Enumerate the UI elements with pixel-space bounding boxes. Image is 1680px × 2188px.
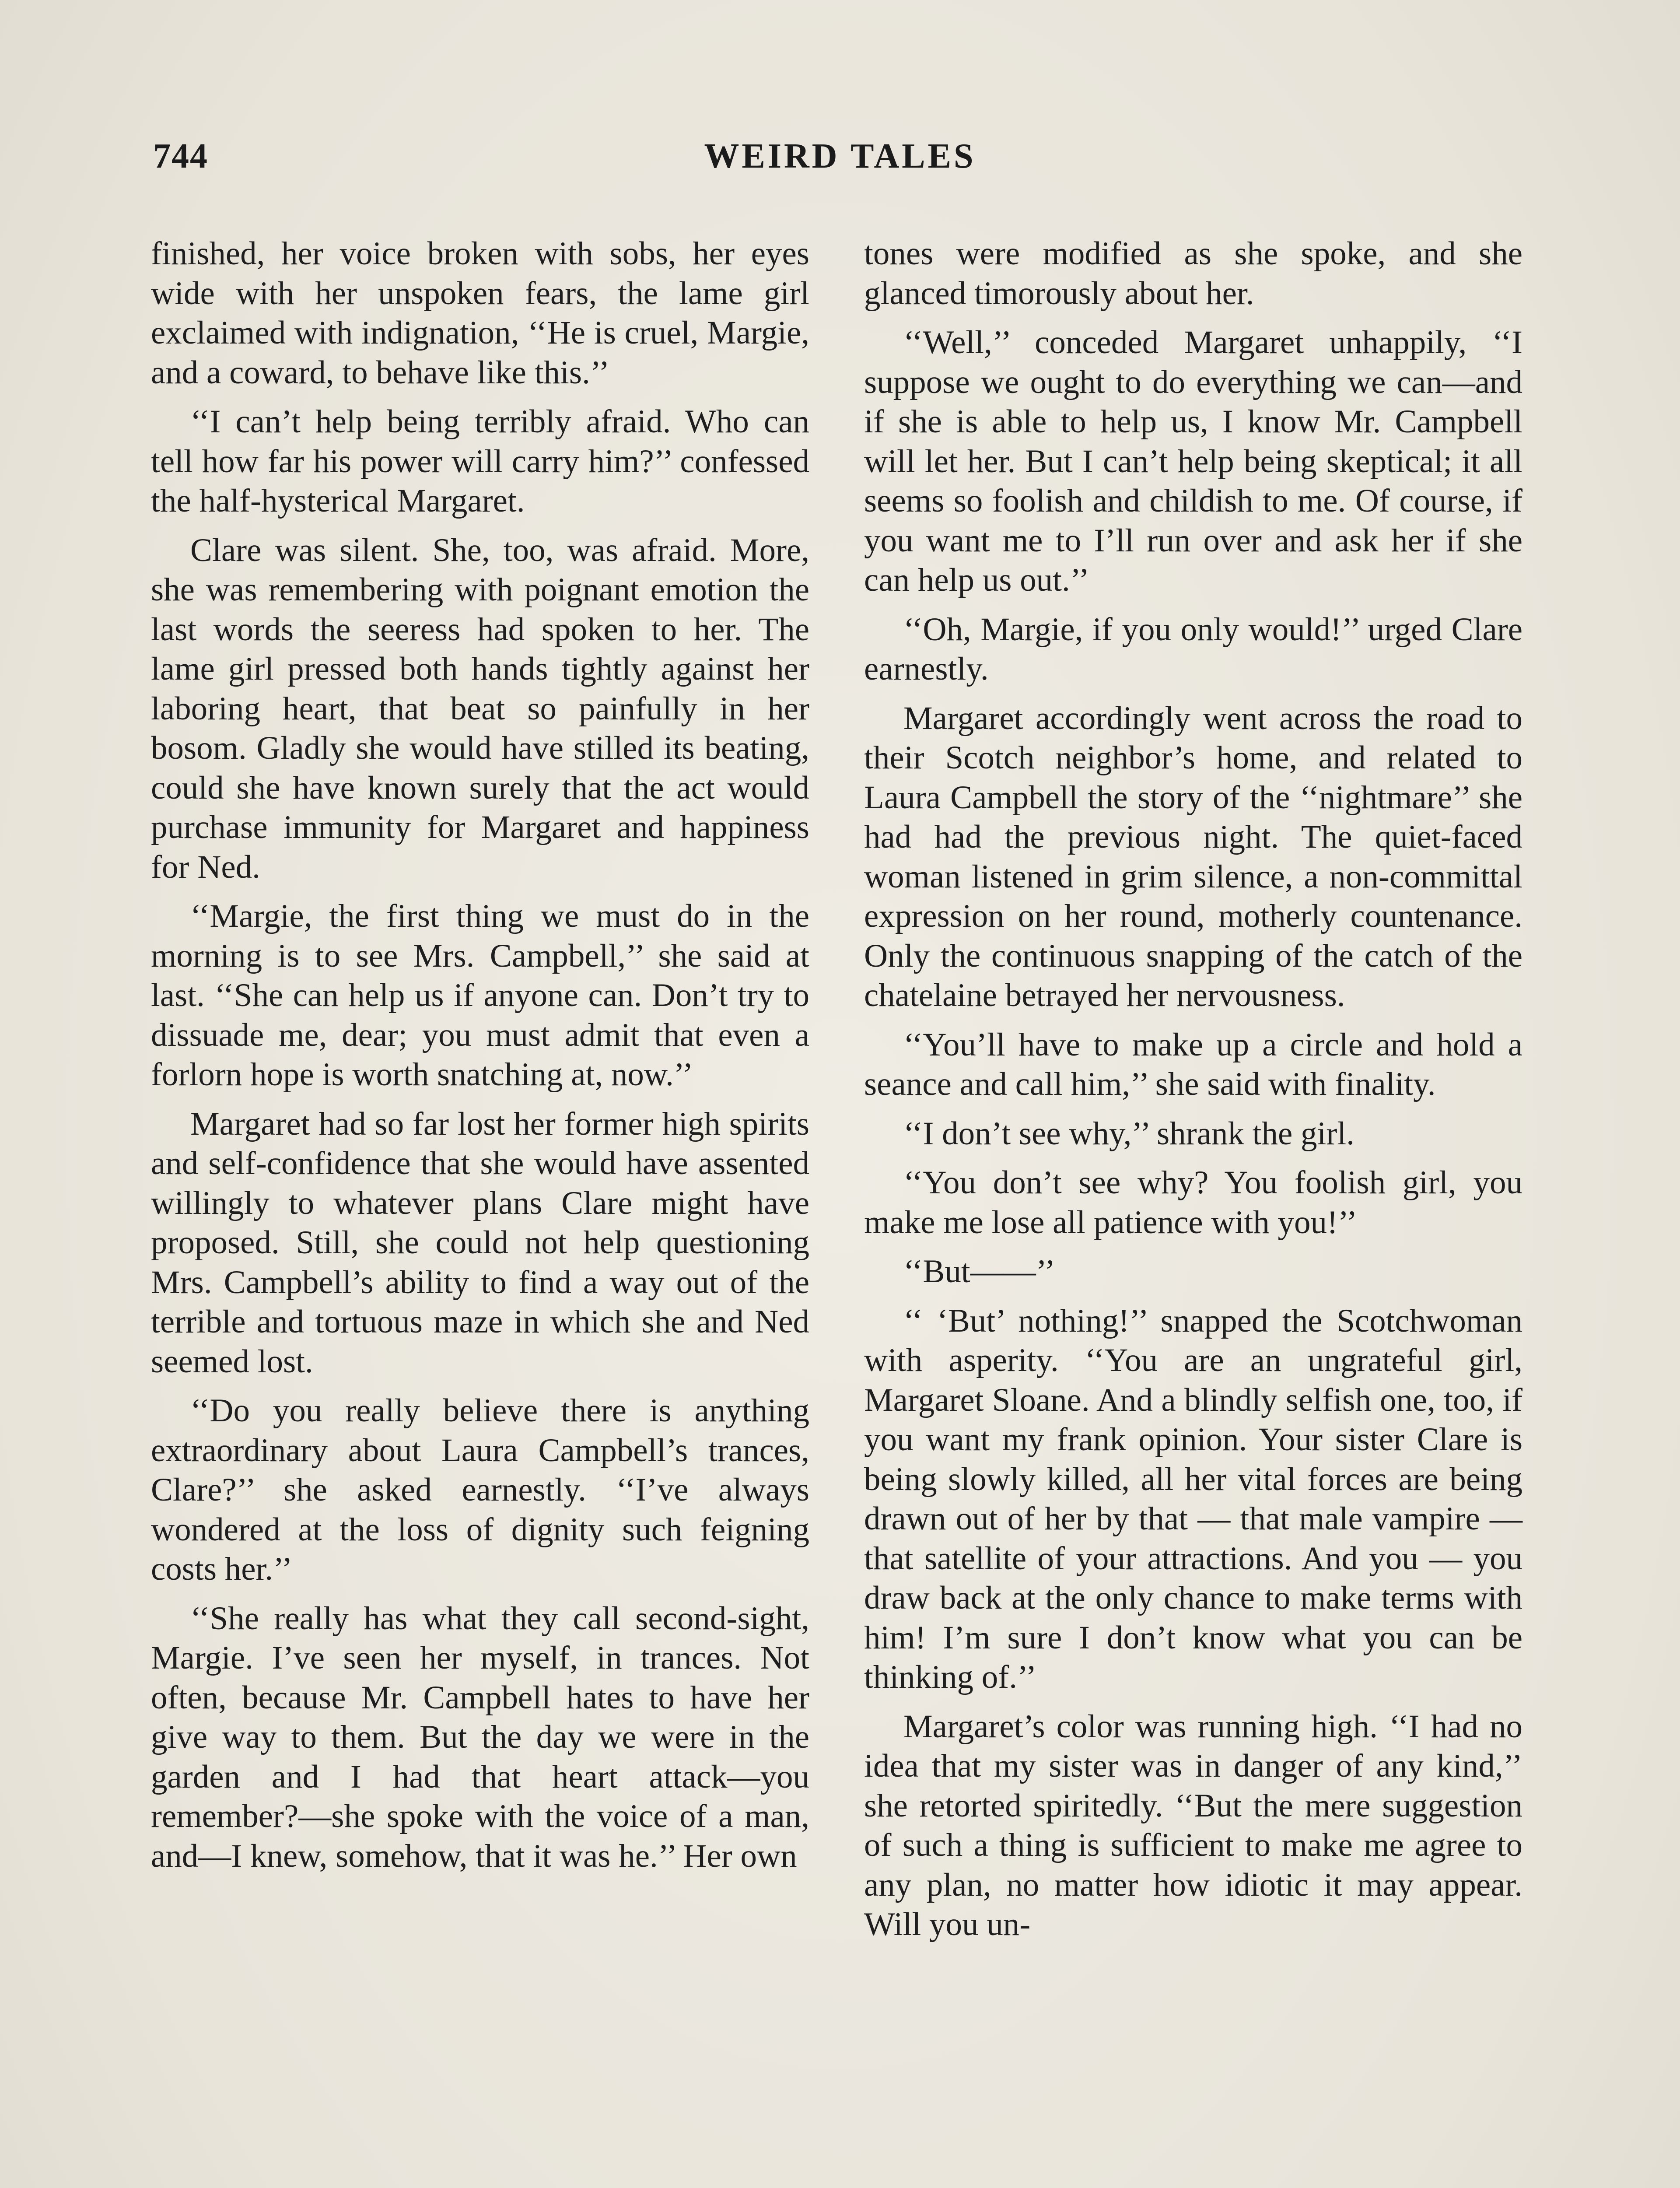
paragraph: Margaret’s color was running high. ‘‘I had no idea that my sister was in danger of any kind,’’ she retorted spiritedly. ‘‘But the mere suggestion of such a thing is sufficient to make me agree to any plan, no matter how idiotic it may appear. Will you un- xyxy=(864,1708,1522,1943)
paragraph: finished, her voice broken with sobs, her eyes wide with her unspoken fears, the lame girl exclaimed with indignation, ‘‘He is cruel, Margie, and a coward, to behave like this.’’ xyxy=(151,235,809,391)
paragraph: ‘‘She really has what they call second-sight, Margie. I’ve seen her myself, in trances. Not often, because Mr. Campbell hates to have her give way to them. But the day we were in the garden and I had that heart attack—you remember?—she spoke with the voice of a man, and—I knew, somehow, that it was he.’’ Her own xyxy=(151,1600,809,1874)
paragraph: ‘‘ ‘But’ nothing!’’ snapped the Scotchwoman with asperity. ‘‘You are an ungrateful girl, Margaret Sloane. And a blindly selfish one, too, if you want my frank opinion. Your sister Clare is being slowly killed, all her vital forces are being drawn out of her by that — that male vampire — that satellite of your attractions. And you — you draw back at the only chance to make terms with him! I’m sure I don’t know what you can be thinking of.’’ xyxy=(864,1302,1522,1695)
paragraph: ‘‘Do you really believe there is anything extraordinary about Laura Campbell’s trances, Clare?’’ she asked earnestly. ‘‘I’ve always wondered at the loss of dignity such feigning costs her.’’ xyxy=(151,1392,809,1587)
page-header xyxy=(153,137,1527,185)
paragraph: ‘‘I don’t see why,’’ shrank the girl. xyxy=(903,1115,1354,1152)
paragraph: ‘‘Well,’’ conceded Margaret unhappily, ‘‘I suppose we ought to do everything we can—and if she is able to help us, I know Mr. Campbell will let her. But I can’t help being skeptical; it all seems so foolish and childish to me. Of course, if you want me to I’ll run over and ask her if she can help us out.’’ xyxy=(864,324,1522,598)
paragraph: ‘‘You don’t see why? You foolish girl, you make me lose all patience with you!’’ xyxy=(864,1164,1522,1241)
running-title: WEIRD TALES xyxy=(704,137,976,175)
paragraph: Margaret accordingly went across the road to their Scotch neighbor’s home, and related to Laura Campbell the story of the ‘‘nightmare’’ she had had the previous night. The quiet-faced woman listened in grim silence, a non-committal expression on her round, motherly countenance. Only the continuous snapping of the catch of the chatelaine betrayed her nervousness. xyxy=(864,700,1522,1013)
paragraph: Margaret had so far lost her former high spirits and self-confidence that she would have assented willingly to whatever plans Clare might have proposed. Still, she could not help questioning Mrs. Campbell’s ability to find a way out of the terrible and tortuous maze in which she and Ned seemed lost. xyxy=(151,1105,809,1380)
paragraph: ‘‘Oh, Margie, if you only would!’’ urged Clare earnestly. xyxy=(864,611,1522,687)
paragraph: tones were modified as she spoke, and she glanced timorously about her. xyxy=(864,235,1522,312)
right-column xyxy=(864,234,1522,1954)
paragraph: ‘‘You’ll have to make up a circle and hold a seance and call him,’’ she said with finality. xyxy=(864,1026,1522,1102)
paragraph: ‘‘Margie, the first thing we must do in the morning is to see Mrs. Campbell,’’ she said at last. ‘‘She can help us if anyone can. Don’t try to dissuade me, dear; you must admit that even a forlorn hope is worth snatching at, now.’’ xyxy=(151,898,809,1093)
paragraph: Clare was silent. She, too, was afraid. More, she was remembering with poignant emotion the last words the seeress had spoken to her. The lame girl pressed both hands tightly against her laboring heart, that beat so painfully in her bosom. Gladly she would have stilled its beating, could she have known surely that the act would purchase immunity for Margaret and happiness for Ned. xyxy=(151,532,809,885)
page-number: 744 xyxy=(153,137,208,175)
paragraph: ‘‘But——’’ xyxy=(903,1253,1056,1290)
paragraph: ‘‘I can’t help being terribly afraid. Who can tell how far his power will carry him?’’ confessed the half-hysterical Margaret. xyxy=(151,403,809,519)
left-column xyxy=(151,234,809,1886)
